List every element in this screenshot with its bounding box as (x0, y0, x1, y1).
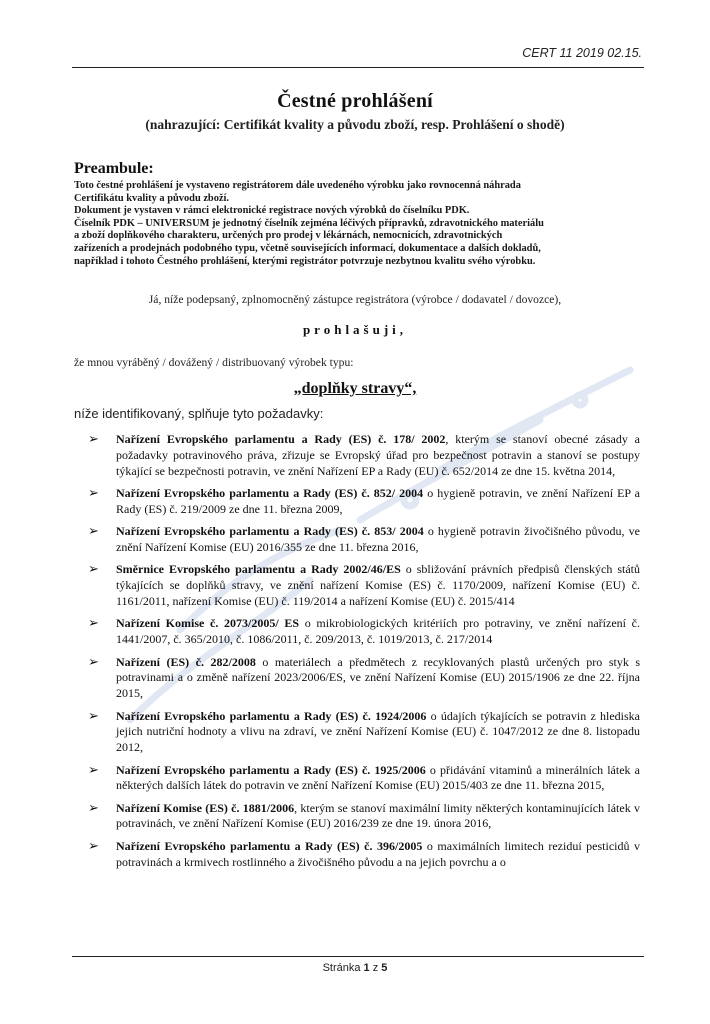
preamble-line: Toto čestné prohlášení je vystaveno registrátorem dále uvedeného výrobku jako rovnocenná náhrada (74, 180, 521, 191)
regulation-text: o hygieně potravin, ve znění Nařízení EP a Rady (ES) č. 219/2009 ze dne 11. března 2009, (116, 485, 640, 516)
regulation-title: Nařízení Evropského parlamentu a Rady (ES) č. 178/ 2002 (116, 432, 446, 446)
header-divider (72, 67, 644, 68)
regulation-text: , kterým se stanoví maximální limity některých kontaminujících látek v potravinách, ve znění Nařízení Komise (EU) 2016/239 ze dne 19. února 2016, (116, 800, 640, 831)
regulation-text: o mikrobiologických kritériích pro potraviny, ve znění nařízení č. 1441/2007, č. 365/2010, č. 1086/2011, č. 209/2013, č. 1019/2013, č. 217/2014 (116, 616, 640, 647)
regulation-item (88, 763, 640, 795)
arrow-bullet-icon: ➢ (88, 762, 99, 778)
regulations-list (88, 432, 640, 877)
preamble-line: Certifikátu kvality a původu zboží. (74, 192, 230, 204)
arrow-bullet-icon: ➢ (88, 432, 99, 447)
regulation-item (88, 432, 640, 479)
product-intro: že mnou vyráběný / dovážený / distribuovaný výrobek typu: (74, 356, 354, 369)
regulation-title: Nařízení Evropského parlamentu a Rady (ES) č. 852/ 2004 (116, 485, 424, 500)
regulation-item (88, 486, 640, 518)
regulation-item (88, 839, 640, 871)
regulation-item (88, 801, 640, 833)
arrow-bullet-icon: ➢ (88, 708, 99, 724)
arrow-bullet-icon: ➢ (88, 524, 99, 540)
page-subtitle: (nahrazující: Certifikát kvality a původu zboží, resp. Prohlášení o shodě) (145, 117, 565, 132)
arrow-bullet-icon: ➢ (88, 654, 99, 670)
regulation-item (88, 616, 640, 648)
regulation-title: Nařízení Evropského parlamentu a Rady (ES) č. 396/2005 (116, 838, 423, 853)
page-footer (0, 962, 710, 974)
regulation-title: Nařízení Komise (ES) č. 1881/2006 (116, 800, 295, 815)
regulation-title: Nařízení Evropského parlamentu a Rady (ES) č. 1925/2006 (116, 762, 426, 777)
regulation-text: o maximálních limitech reziduí pesticidů v potravinách a krmivech rostlinného a živočišného původu a na jejich povrchu a o (116, 838, 640, 869)
regulation-item (88, 524, 640, 556)
arrow-bullet-icon: ➢ (88, 800, 99, 816)
footer-page-number: 1 (363, 962, 370, 974)
footer-prefix: Stránka (322, 962, 364, 974)
preamble-section (74, 160, 644, 268)
regulation-title: Nařízení (ES) č. 282/2008 (116, 654, 256, 669)
regulation-title: Nařízení Komise č. 2073/2005/ ES (116, 616, 300, 631)
arrow-bullet-icon: ➢ (88, 562, 99, 578)
product-type: „doplňky stravy“, (293, 380, 417, 397)
preamble-line: zařízeních a prodejnách podobného typu, včetně souvisejících informací, dokumentace a dalších dokladů, (74, 242, 541, 254)
regulation-text: o sbližování právních předpisů členských států týkajících se doplňků stravy, ve znění nařízení Komise (ES) č. 1170/2009, nařízení Komise (EU) č. 1161/2011, nařízení Komise (EU) č. 119/2014 a nařízení Komise (EU) č. 2015/414 (116, 562, 640, 608)
regulation-text: o materiálech a předmětech z recyklovaných plastů určených pro styk s potravinami a o změně nařízení 2023/2006/ES, ve znění Nařízení Komise (EU) 2015/1906 ze dne 22. října 2015, (116, 654, 640, 701)
page-title: Čestné prohlášení (277, 90, 433, 112)
preamble-line: Číselník PDK – UNIVERSUM je jednotný číselník zejména léčivých přípravků, zdravotnického materiálu (74, 217, 544, 229)
footer-divider (72, 956, 644, 957)
regulation-title: Směrnice Evropského parlamentu a Rady 2002/46/ES (116, 562, 401, 577)
regulation-text: o hygieně potravin živočišného původu, ve znění Nařízení Komise (EU) 2016/355 ze dne 11. března 2016, (116, 524, 640, 554)
regulation-title: Nařízení Evropského parlamentu a Rady (ES) č. 853/ 2004 (116, 524, 424, 539)
arrow-bullet-icon: ➢ (88, 838, 99, 854)
declaration-word: prohlašuji, (302, 322, 408, 337)
signatory-intro: Já, níže podepsaný, zplnomocněný zástupce registrátora (výrobce / dodavatel / dovozce), (148, 293, 562, 306)
preamble-line: Dokument je vystaven v rámci elektronické registrace nových výrobků do číselníku PDK. (74, 205, 470, 217)
regulation-item (88, 709, 640, 756)
regulation-item (88, 655, 640, 702)
preamble-line: například i tohoto Čestného prohlášení, kterými registrátor potvrzuje nezbytnou kvalitu svého výrobku. (74, 255, 536, 267)
preamble-heading: Preambule: (74, 160, 154, 177)
footer-page-total: 5 (381, 962, 388, 974)
regulation-text: o přidávání vitaminů a minerálních látek a některých dalších látek do potravin ve znění Nařízení Komise (EU) 2015/403 ze dne 11. března 2015, (116, 762, 640, 793)
document-code: CERT 11 2019 02.15. (522, 46, 642, 60)
regulation-text: o údajích týkajících se potravin z hlediska jejich nutriční hodnoty a vlivu na zdraví, ve znění Nařízení Komise (EU) č. 1047/2012 ze dne 8. listopadu 2012, (116, 708, 640, 755)
regulation-item (88, 562, 640, 609)
preamble-line: a zboží doplňkového charakteru, určených pro prodej v lékárnách, nemocnicích, zdravotnických (74, 230, 503, 242)
regulation-text: , kterým se stanoví obecné zásady a požadavky potravinového práva, zřizuje se Evropský úřad pro bezpečnost potravin a stanoví se postupy týkající se bezpečnosti potravin, ve znění Nařízení EP a Rady (EU) č. 652/2014 ze dne 15. května 2014, (116, 432, 640, 478)
arrow-bullet-icon: ➢ (88, 485, 99, 501)
requirements-intro: níže identifikovaný, splňuje tyto požadavky: (74, 406, 324, 421)
arrow-bullet-icon: ➢ (88, 616, 99, 632)
regulation-title: Nařízení Evropského parlamentu a Rady (ES) č. 1924/2006 (116, 708, 427, 723)
footer-mid: z (369, 962, 382, 974)
